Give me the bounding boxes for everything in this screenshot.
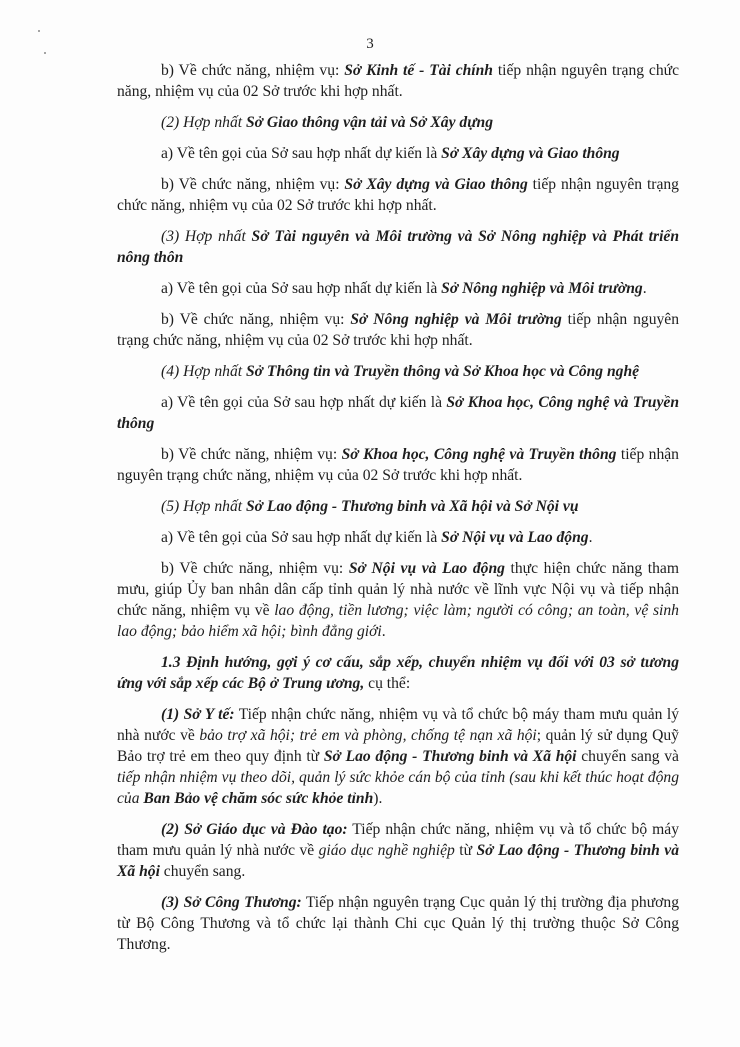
text-run: a) Về tên gọi của Sở sau hợp nhất dự kiến là (161, 394, 447, 411)
emphasis-run: (5) Hợp nhất (161, 498, 246, 515)
emphasis-run: Sở Nông nghiệp và Môi trường (441, 280, 643, 297)
text-run: tiếp nhận nguyên trạng chức năng, nhiệm vụ của 02 Sở trước khi hợp nhất. (117, 62, 679, 100)
scan-speck (38, 30, 40, 32)
emphasis-run: Sở Lao động - Thương binh và Xã hội và Sở Nội vụ (245, 498, 579, 515)
text-run: . (381, 623, 386, 640)
document-body (117, 60, 679, 965)
emphasis-run: (2) Hợp nhất (161, 114, 246, 131)
emphasis-run: giáo dục nghề nghiệp (318, 842, 455, 859)
emphasis-run: Sở Kinh tế - Tài chính (344, 62, 493, 79)
emphasis-run: Sở Tài nguyên và Môi trường và Sở Nông nghiệp và Phát triển nông thôn (117, 228, 679, 266)
paragraph (117, 819, 679, 882)
emphasis-run: (3) Sở Công Thương: (161, 894, 302, 911)
text-run: cụ thể: (364, 675, 411, 692)
paragraph (117, 892, 679, 955)
emphasis-run: Sở Khoa học, Công nghệ và Truyền thông (341, 446, 617, 463)
text-run: chuyển sang và (576, 748, 679, 765)
text-run: Tiếp nhận nguyên trạng Cục quản lý thị trường địa phương từ Bộ Công Thương và tổ chức lại thành Chi cục Quản lý thị trường thuộc Sở Công Thương. (117, 894, 679, 953)
text-run: tiếp nhận nguyên trạng chức năng, nhiệm vụ của 02 Sở trước khi hợp nhất. (117, 311, 680, 349)
text-run: b) Về chức năng, nhiệm vụ: (161, 446, 342, 463)
emphasis-run: Sở Nội vụ và Lao động (348, 560, 505, 577)
text-run: Tiếp nhận chức năng, nhiệm vụ và tổ chức bộ máy tham mưu quản lý nhà nước về (117, 821, 679, 859)
emphasis-run: lao động, tiền lương; việc làm; người có công; an toàn, vệ sinh lao động; bảo hiểm xã hội; bình đẳng giới (117, 602, 679, 640)
emphasis-run: Ban Bảo vệ chăm sóc sức khỏe tỉnh (143, 790, 374, 807)
emphasis-run: Sở Khoa học, Công nghệ và Truyền thông (117, 394, 679, 432)
emphasis-run: Sở Giao thông vận tải và Sở Xây dựng (245, 114, 494, 131)
text-run: chuyển sang. (159, 863, 246, 880)
text-run: a) Về tên gọi của Sở sau hợp nhất dự kiến là (161, 280, 442, 297)
paragraph (117, 496, 679, 517)
paragraph (117, 361, 679, 382)
text-run: . (588, 529, 593, 546)
text-run: a) Về tên gọi của Sở sau hợp nhất dự kiến là (161, 145, 442, 162)
emphasis-run: Sở Lao động - Thương binh và Xã hội (117, 842, 679, 880)
text-run: . (642, 280, 647, 297)
emphasis-run: Sở Nội vụ và Lao động (441, 529, 589, 546)
paragraph (117, 558, 679, 642)
paragraph (117, 112, 679, 133)
paragraph (117, 527, 679, 548)
text-run: b) Về chức năng, nhiệm vụ: (161, 62, 345, 79)
emphasis-run: (4) Hợp nhất (161, 363, 246, 380)
paragraph (117, 309, 679, 351)
paragraph (117, 704, 679, 809)
paragraph (117, 278, 679, 299)
emphasis-run: Sở Xây dựng và Giao thông (344, 176, 528, 193)
paragraph (117, 143, 679, 164)
emphasis-run: Sở Lao động - Thương binh và Xã hội (323, 748, 577, 765)
paragraph (117, 392, 679, 434)
text-run: b) Về chức năng, nhiệm vụ: (161, 311, 351, 328)
emphasis-run: (3) Hợp nhất (161, 228, 252, 245)
text-run: b) Về chức năng, nhiệm vụ: (161, 560, 349, 577)
text-run: tiếp nhận nguyên trạng chức năng, nhiệm vụ của 02 Sở trước khi hợp nhất. (117, 446, 679, 484)
paragraph (117, 444, 679, 486)
page-number: 3 (366, 36, 374, 52)
text-run: Tiếp nhận chức năng, nhiệm vụ và tổ chức bộ máy tham mưu quản lý nhà nước về (117, 706, 679, 744)
paragraph (117, 174, 679, 216)
paragraph (117, 652, 679, 694)
emphasis-run: (1) Sở Y tế: (161, 706, 235, 723)
emphasis-run: 1.3 Định hướng, gợi ý cơ cấu, sắp xếp, chuyển nhiệm vụ đối với 03 sở tương ứng với sắp xếp các Bộ ở Trung ương, (117, 654, 679, 692)
text-run: từ (454, 842, 477, 859)
emphasis-run: tiếp nhận nhiệm vụ theo dõi, quản lý sức khỏe cán bộ của tỉnh (sau khi kết thúc hoạt động của (117, 769, 679, 807)
text-run: thực hiện chức năng tham mưu, giúp Ủy ban nhân dân cấp tỉnh quản lý nhà nước về lĩnh vực Nội vụ và tiếp nhận chức năng, nhiệm vụ về (117, 560, 679, 619)
emphasis-run: Sở Thông tin và Truyền thông và Sở Khoa học và Công nghệ (245, 363, 640, 380)
text-run: b) Về chức năng, nhiệm vụ: (161, 176, 345, 193)
text-run: tiếp nhận nguyên trạng chức năng, nhiệm vụ của 02 Sở trước khi hợp nhất. (117, 176, 679, 214)
paragraph (117, 60, 679, 102)
text-run: a) Về tên gọi của Sở sau hợp nhất dự kiến là (161, 529, 442, 546)
emphasis-run: Sở Xây dựng và Giao thông (441, 145, 620, 162)
emphasis-run: (2) Sở Giáo dục và Đào tạo: (161, 821, 348, 838)
emphasis-run: Sở Nông nghiệp và Môi trường (350, 311, 562, 328)
text-run: ; quản lý sử dụng Quỹ Bảo trợ trẻ em theo quy định từ (117, 727, 679, 765)
emphasis-run: bảo trợ xã hội; trẻ em và phòng, chống tệ nạn xã hội (199, 727, 537, 744)
text-run: ). (373, 790, 383, 807)
paragraph (117, 226, 679, 268)
